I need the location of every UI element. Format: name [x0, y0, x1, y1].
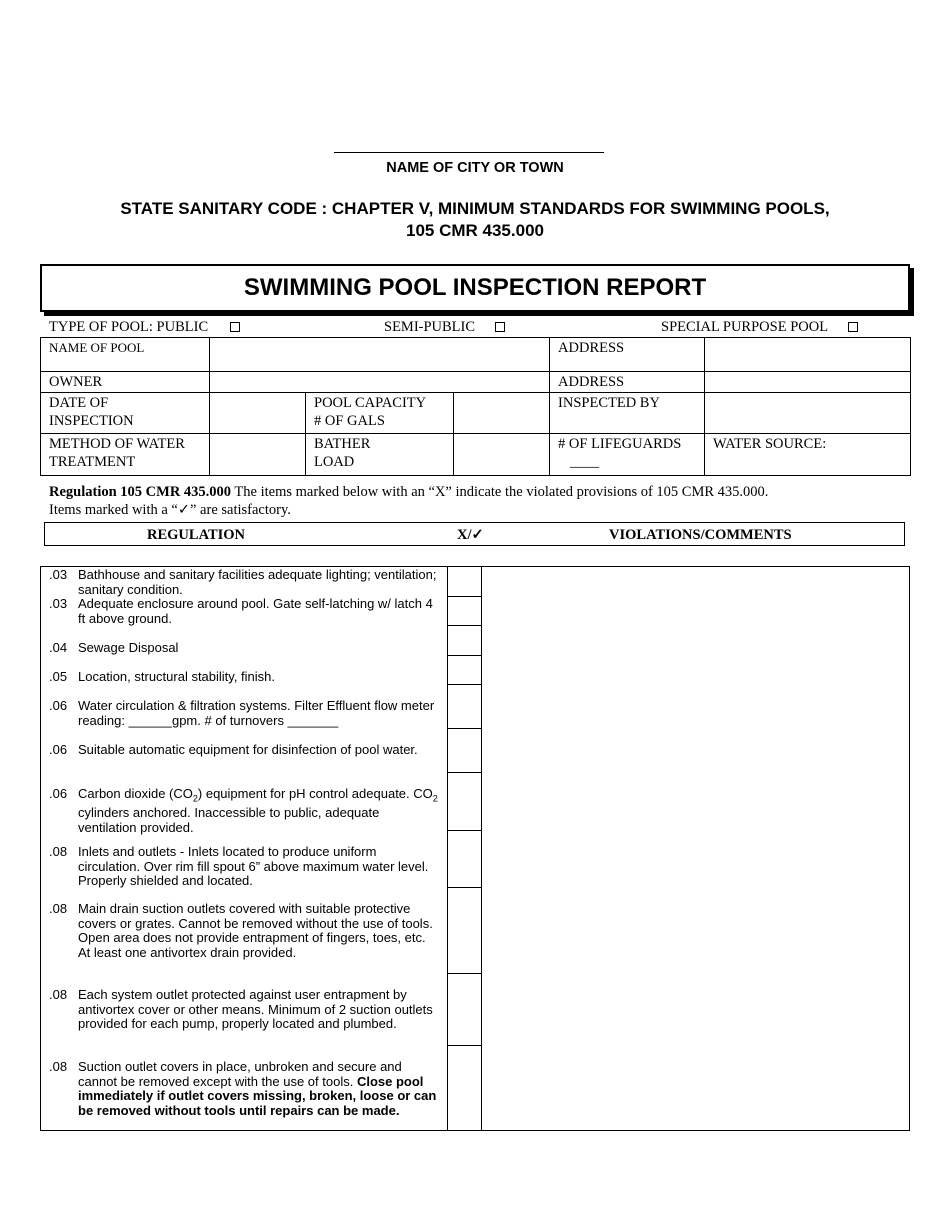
regulation-item — [49, 597, 439, 626]
pool-capacity-label — [306, 393, 454, 434]
report-title — [40, 264, 910, 312]
bather-label-line-1: BATHER — [314, 436, 371, 452]
address-field-2[interactable] — [705, 372, 911, 393]
pool-type-row — [49, 319, 909, 337]
item-text: Water circulation & filtration systems. Filter Effluent flow meter reading: ______gpm. # of turnovers _______ — [78, 698, 435, 728]
regulation-item — [49, 1060, 439, 1118]
water-source-field[interactable]: WATER SOURCE: — [705, 434, 911, 476]
item-text: Suitable automatic equipment for disinfection of pool water. — [78, 742, 418, 757]
item-number: .03 — [49, 567, 68, 582]
name-of-pool-field[interactable] — [210, 338, 550, 372]
pool-type-semi-public — [384, 319, 505, 336]
mark-cell-2[interactable] — [448, 596, 481, 625]
public-checkbox[interactable] — [230, 322, 240, 332]
item-text — [78, 787, 439, 835]
violations-comments-field[interactable] — [482, 567, 909, 1130]
item-text — [78, 1060, 439, 1118]
capacity-label-line-2: # OF GALS — [314, 413, 385, 429]
mark-cell-4[interactable] — [448, 655, 481, 684]
address-label-1: ADDRESS — [550, 338, 705, 372]
item-text: Main drain suction outlets covered with suitable protective covers or grates. Cannot be removed without the use of tools. Open area does not provide entrapment of fingers, toes, etc. At least one antivortex drain provided. — [78, 901, 433, 960]
mark-cell-11[interactable] — [448, 1045, 481, 1131]
inspection-items-table — [40, 566, 910, 1131]
inspected-by-label: INSPECTED BY — [550, 393, 705, 434]
item-number: .05 — [49, 669, 68, 684]
capacity-label-line-1: POOL CAPACITY — [314, 395, 427, 411]
item-number: .04 — [49, 640, 68, 655]
regulation-note-line-2: Items marked with a “✓” are satisfactory. — [49, 502, 291, 518]
regulation-column-header: REGULATION — [147, 527, 246, 543]
semi-public-checkbox[interactable] — [495, 322, 505, 332]
date-label-line-1: DATE OF — [49, 395, 109, 411]
pool-type-public — [49, 319, 240, 336]
method-label-line-2: TREATMENT — [49, 454, 136, 470]
mark-cell-3[interactable] — [448, 625, 481, 655]
item-number: .06 — [49, 786, 68, 801]
address-field-1[interactable] — [705, 338, 911, 372]
special-purpose-checkbox[interactable] — [848, 322, 858, 332]
pool-type-special — [661, 319, 858, 336]
lifeguards-label — [550, 434, 705, 476]
regulation-item — [49, 641, 439, 656]
item-text: Adequate enclosure around pool. Gate self-latching w/ latch 4 ft above ground. — [78, 596, 433, 626]
regulation-item — [49, 902, 439, 960]
owner-label: OWNER — [41, 372, 210, 393]
close-pool-warning: Close pool immediately if outlet covers missing, broken, loose or can be removed without tools until repairs can be made. — [78, 1073, 437, 1118]
pool-info-table — [40, 337, 911, 476]
owner-field[interactable] — [210, 372, 550, 393]
method-label-line-1: METHOD OF WATER — [49, 436, 185, 452]
mark-cell-5[interactable] — [448, 684, 481, 728]
pool-capacity-field[interactable] — [454, 393, 550, 434]
item-number: .08 — [49, 901, 68, 916]
co2-subscript: 2 — [432, 793, 438, 804]
regulation-item — [49, 568, 439, 597]
mark-column-header: X/✓ — [457, 527, 484, 543]
lifeguards-label-text: # OF LIFEGUARDS — [558, 436, 682, 452]
special-purpose-label: SPECIAL PURPOSE POOL — [661, 319, 829, 335]
regulation-item — [49, 988, 439, 1032]
item-text: Each system outlet protected against user entrapment by antivortex cover or other means. Minimum of 2 suction outlets provided for each pump, properly located and plumbed. — [78, 987, 433, 1031]
regulation-note — [49, 483, 919, 519]
city-name-line[interactable] — [334, 152, 604, 153]
item-text-part: Carbon dioxide (CO — [78, 786, 193, 801]
semi-public-label: SEMI-PUBLIC — [384, 319, 476, 335]
mark-cell-6[interactable] — [448, 728, 481, 772]
date-label-line-2: INSPECTION — [49, 413, 134, 429]
item-number: .08 — [49, 987, 68, 1002]
item-number: .06 — [49, 742, 68, 757]
regulation-note-text-1: The items marked below with an “X” indicate the violated provisions of 105 CMR 435.000. — [231, 484, 769, 500]
report-title-text: SWIMMING POOL INSPECTION REPORT — [243, 274, 707, 301]
mark-cell-7[interactable] — [448, 772, 481, 830]
bather-load-field[interactable] — [454, 434, 550, 476]
regulation-item — [49, 787, 439, 835]
item-text: Bathhouse and sanitary facilities adequate lighting; ventilation; sanitary condition. — [78, 567, 437, 597]
mark-cell-9[interactable] — [448, 887, 481, 973]
item-text: Sewage Disposal — [78, 640, 179, 655]
item-number: .06 — [49, 698, 68, 713]
method-of-treatment-label — [41, 434, 210, 476]
mark-cell-10[interactable] — [448, 973, 481, 1045]
regulation-item — [49, 743, 439, 758]
item-text-part: ) equipment for pH control adequate. CO — [197, 786, 433, 801]
item-text: Inlets and outlets - Inlets located to produce uniform circulation. Over rim fill spout 6” above maximum water level. Properly shielded and located. — [78, 844, 429, 888]
mark-cell-1[interactable] — [448, 567, 481, 596]
date-of-inspection-field[interactable] — [210, 393, 306, 434]
regulation-item — [49, 699, 439, 728]
name-of-pool-label: NAME OF POOL — [41, 338, 210, 372]
pool-type-public-label: TYPE OF POOL: PUBLIC — [49, 319, 209, 335]
date-of-inspection-label — [41, 393, 210, 434]
item-number: .08 — [49, 844, 68, 859]
column-header-box — [44, 522, 905, 546]
item-number: .08 — [49, 1059, 68, 1074]
code-line-2: 105 CMR 435.000 — [406, 221, 544, 240]
item-text-part: Suction outlet covers in place, unbroken and secure and cannot be removed except with the use of tools. — [78, 1059, 402, 1089]
bather-load-label — [306, 434, 454, 476]
bather-label-line-2: LOAD — [314, 454, 355, 470]
item-text-part: cylinders anchored. Inaccessible to public, adequate ventilation provided. — [78, 805, 380, 835]
mark-cell-8[interactable] — [448, 830, 481, 887]
sanitary-code-title — [60, 198, 890, 242]
item-number: .03 — [49, 596, 68, 611]
code-line-1: STATE SANITARY CODE : CHAPTER V, MINIMUM STANDARDS FOR SWIMMING POOLS, — [120, 199, 830, 218]
method-of-treatment-field[interactable] — [210, 434, 306, 476]
regulation-note-line-1 — [49, 483, 919, 501]
comments-column-header: VIOLATIONS/COMMENTS — [609, 527, 792, 543]
address-label-2: ADDRESS — [550, 372, 705, 393]
regulation-item — [49, 845, 439, 889]
city-label: NAME OF CITY OR TOWN — [386, 160, 564, 176]
co2-subscript: 2 — [192, 793, 198, 804]
lifeguards-blank[interactable]: ____ — [570, 454, 600, 470]
item-text: Location, structural stability, finish. — [78, 669, 276, 684]
regulation-note-bold: Regulation 105 CMR 435.000 — [49, 484, 232, 500]
regulation-item — [49, 670, 439, 685]
inspected-by-field[interactable] — [705, 393, 911, 434]
